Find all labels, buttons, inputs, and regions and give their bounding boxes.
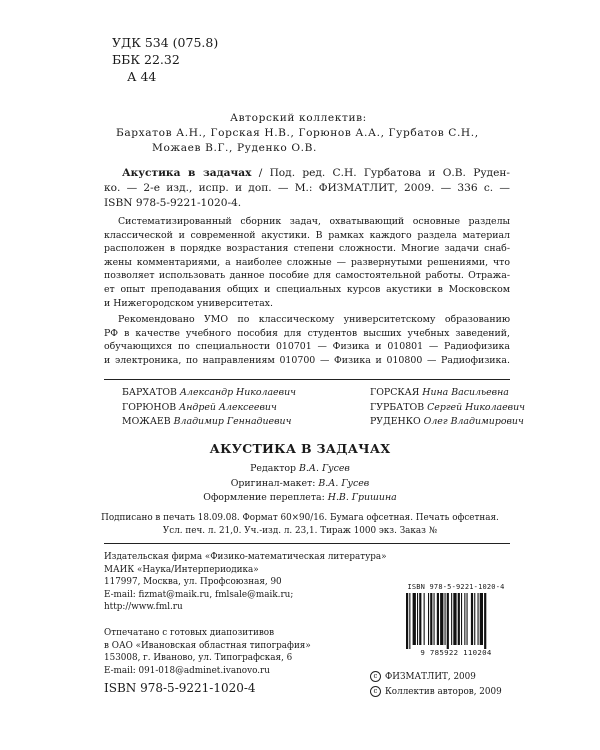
citation-line-3: ISBN 978-5-9221-1020-4.: [104, 197, 242, 209]
barcode-bar: [461, 593, 462, 645]
section-divider: [104, 379, 510, 380]
credit-layout: Оригинал-макет: В.А. Гусев: [230, 477, 370, 489]
credit-editor: Редактор В.А. Гусев: [250, 463, 350, 474]
barcode-bar: [478, 593, 479, 645]
author-entry: ГУРБАТОВ Сергей Николаевич: [370, 401, 526, 413]
copyright-icon: c: [370, 686, 381, 697]
barcode-bar: [451, 593, 452, 645]
credits: [0, 462, 600, 506]
barcode-bar: [430, 593, 432, 645]
print-info-line-2: Усл. печ. л. 21,0. Уч.-изд. л. 23,1. Тираж 1000 экз. Заказ №: [162, 526, 438, 536]
barcode-bar: [406, 593, 408, 649]
barcode-bar: [445, 593, 446, 645]
authors-line-2: Можаев В.Г., Руденко О.В.: [152, 142, 317, 154]
abstract-paragraph-2: Рекомендовано УМО по классическому университетскому образованию РФ в качестве учебного пособия для студентов высших учебных заведений, обучающихся по специальности 010701 — Физика и 010801 — Радиофизика и электроника, по направлениям 010700 — Физика и 010800 — Радиофизика.: [104, 314, 510, 366]
publisher-info: Издательская фирма «Физико-математическая литература» МАИК «Наука/Интерпериодика» 117997, Москва, ул. Профсоюзная, 90 E-mail: fizmat@maik.ru, fmlsale@maik.ru; http://www.fml.ru: [104, 552, 387, 613]
bibliographic-codes: [112, 34, 218, 85]
isbn-barcode: [402, 583, 510, 657]
abstract-paragraph-1: Систематизированный сборник задач, охватывающий основные разделы классической и современной акустики. В рамках каждого раздела материал расположен в порядке возрастания степени сложности. Многие задачи снаб- жены комментариями, а наиболее сложные — развернутыми решениями, что позволяет использовать данное пособие для самостоятельной работы. Отража- ет опыт преподавания общих и специальных курсов акустики в Московском и Нижегородском университетах.: [104, 216, 510, 309]
barcode-bar: [474, 593, 475, 645]
citation-line-1: / Под. ред. С.Н. Гурбатова и О.В. Руден-: [258, 167, 510, 179]
barcode-bar: [464, 593, 465, 645]
footer-isbn: ISBN 978-5-9221-1020-4: [104, 681, 256, 695]
authors-collective: [116, 126, 508, 156]
print-info-line-1: Подписано в печать 18.09.08. Формат 60×90/16. Бумага офсетная. Печать офсетная.: [101, 513, 499, 523]
abstract: [104, 215, 510, 368]
copyright-icon: c: [370, 671, 381, 682]
bbk-code: ББК 22.32: [112, 52, 180, 67]
author-entry: РУДЕНКО Олег Владимирович: [370, 416, 524, 427]
barcode-bar: [428, 593, 429, 645]
barcode-bar: [480, 593, 483, 645]
barcode-bar: [447, 593, 449, 649]
author-entry: БАРХАТОВ Александр Николаевич: [122, 387, 296, 398]
barcode-bar: [417, 593, 418, 645]
barcode-bar: [424, 593, 425, 645]
barcode-icon: [402, 593, 510, 649]
barcode-bar: [419, 593, 421, 645]
barcode-bar: [471, 593, 473, 645]
copyrights: [370, 670, 502, 700]
barcode-bar: [440, 593, 443, 645]
citation-title: Акустика в задачах: [122, 167, 252, 179]
barcode-bar: [413, 593, 416, 645]
citation-line-2: ко. — 2-е изд., испр. и доп. — М.: ФИЗМАТЛИТ, 2009. — 336 с. —: [104, 182, 510, 194]
section-divider: [104, 543, 510, 544]
book-title: АКУСТИКА В ЗАДАЧАХ: [209, 441, 391, 456]
barcode-bar: [484, 593, 486, 649]
print-info: [0, 512, 600, 538]
barcode-bar: [437, 593, 439, 645]
barcode-bar: [409, 593, 410, 649]
author-entry: ГОРЮНОВ Андрей Алексеевич: [122, 401, 277, 413]
barcode-bar: [453, 593, 456, 645]
barcode-bar: [467, 593, 468, 645]
udk-code: УДК 534 (075.8): [112, 35, 219, 50]
barcode-digits: 9 785922 110204: [420, 648, 492, 657]
author-entry: ГОРСКАЯ Нина Васильевна: [370, 387, 509, 398]
barcode-bar: [434, 593, 435, 645]
copyright-authors: c Коллектив авторов, 2009: [370, 685, 502, 700]
barcode-bar: [458, 593, 460, 645]
authors-collective-title: Авторский коллектив:: [230, 112, 367, 124]
barcode-isbn: ISBN 978-5-9221-1020-4: [407, 583, 505, 591]
full-authors-list: [122, 386, 525, 430]
copyright-publisher: c ФИЗМАТЛИТ, 2009: [370, 670, 502, 685]
author-sign-code: А 44: [127, 69, 157, 84]
authors-line-1: Бархатов А.Н., Горская Н.В., Горюнов А.А., Гурбатов С.Н.,: [116, 127, 479, 139]
citation: [104, 166, 510, 211]
credit-cover: Оформление переплета: Н.В. Гришина: [203, 492, 397, 503]
author-entry: МОЖАЕВ Владимир Геннадиевич: [122, 416, 292, 427]
printer-info: Отпечатано с готовых диапозитивов в ОАО «Ивановская областная типография» 153008, г. Иваново, ул. Типографская, 6 E-mail: 091-018@adminet.ivanovo.ru: [104, 628, 311, 676]
